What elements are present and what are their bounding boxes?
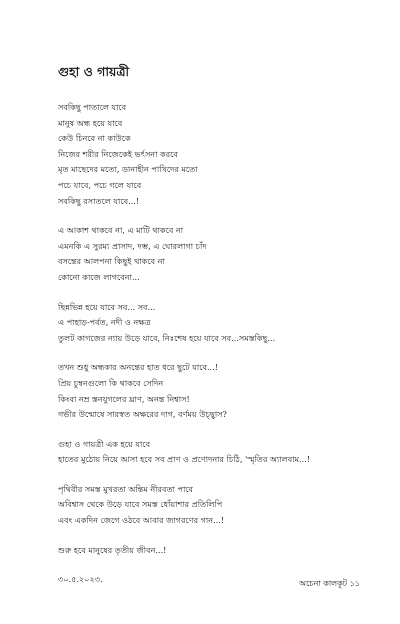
poem-body (58, 100, 388, 558)
poem-line: এ পাহাড়-পর্বত, নদী ও নক্ষত্র (58, 317, 151, 328)
stanza (58, 300, 388, 347)
poem-line: কিংবা নম্র স্তনযুগলের ঘ্রাণ, অনন্ত নিশ্বাস! (58, 393, 190, 404)
poem-line: মৃত মাছেদের মতো, ডানাহীন পাখিদের মতো (58, 164, 198, 175)
poem-line: এমনকি এ সুরম্য প্রাসাদ, দম্ভ, এ ঘোরলাগা চাঁদ (58, 240, 207, 251)
poem-line: কেউ চিনবে না কাউকে (58, 133, 131, 144)
poem-line: প্রিয় চুম্বনগুলো কি থাকবে সেদিন (58, 377, 164, 388)
poem-line: ছিন্নভিন্ন হয়ে যাবে সব... সব... (58, 301, 156, 312)
poem-line: তখন শুধু অন্ধকার অনন্তের হাত ধরে ছুটে যাবে...! (58, 362, 218, 373)
poem-line: পৃথিবীর সমস্ত মুখরতা অন্তিম নীরবতা পাবে (58, 483, 194, 494)
poem-line: এ আকাশ থাকবে না, এ মাটি থাকবে না (58, 225, 184, 236)
poem-line: কোনো কাজে লাগবেনা... (58, 271, 140, 282)
poem-line: সবকিছু রসাতলে যাবে...! (58, 195, 140, 206)
poem-title: গুহা ও গায়ত্রী (58, 64, 130, 79)
poem-line: হাতের মুঠোয় নিয়ে আসা হবে সব প্রাণ ও প্রণোদনার চিঠি, 'স্মৃতির অ্যালবাম...! (58, 454, 311, 465)
stanza (58, 360, 388, 422)
poem-line: এবং একদিন জেগে ওঠবে আবার জাগরণের গান...! (58, 515, 225, 526)
stanza (58, 437, 388, 468)
poem-line: অবিশ্বাস থেকে উড়ে যাবে সমস্ত ধোঁয়াশার প্রতিলিপি (58, 499, 223, 510)
poem-line: শুরু হবে মানুষের তৃতীয় জীবন...! (58, 544, 167, 555)
poem-line: পচে যাবে, পচে গলে যাবে (58, 179, 142, 190)
poem-page (58, 64, 388, 586)
poem-line: গভীর উন্মোষে সারস্বত অক্ষরের দাগ, বর্ণময় উচ্ছ্বাস? (58, 409, 227, 420)
poem-date: ৩০.৫.২০২৩. (58, 574, 103, 585)
poem-line: নিজের শরীর নিজেকেই ভর্ৎসনা করবে (58, 148, 178, 159)
stanza (58, 223, 388, 285)
poem-line: গুহা ও গায়ত্রী এক হয়ে যাবে (58, 438, 151, 449)
poem-line: তুলট কাগজের ন্যায় উড়ে যাবে, নিঃশেষ হয়ে যাবে সব...সমস্তকিছু... (58, 332, 276, 343)
stanza (58, 543, 388, 559)
poem-line: সবকিছু পাতালে যাবে (58, 102, 127, 112)
poem-line: মানুষ অন্ধ হয়ে যাবে (58, 117, 123, 128)
stanza (58, 100, 388, 209)
page-footer: অচেনা কালকূট ১১ (299, 579, 360, 588)
stanza (58, 482, 388, 529)
poem-line: বসন্তের আলপনা কিছুই থাকবে না (58, 256, 165, 267)
